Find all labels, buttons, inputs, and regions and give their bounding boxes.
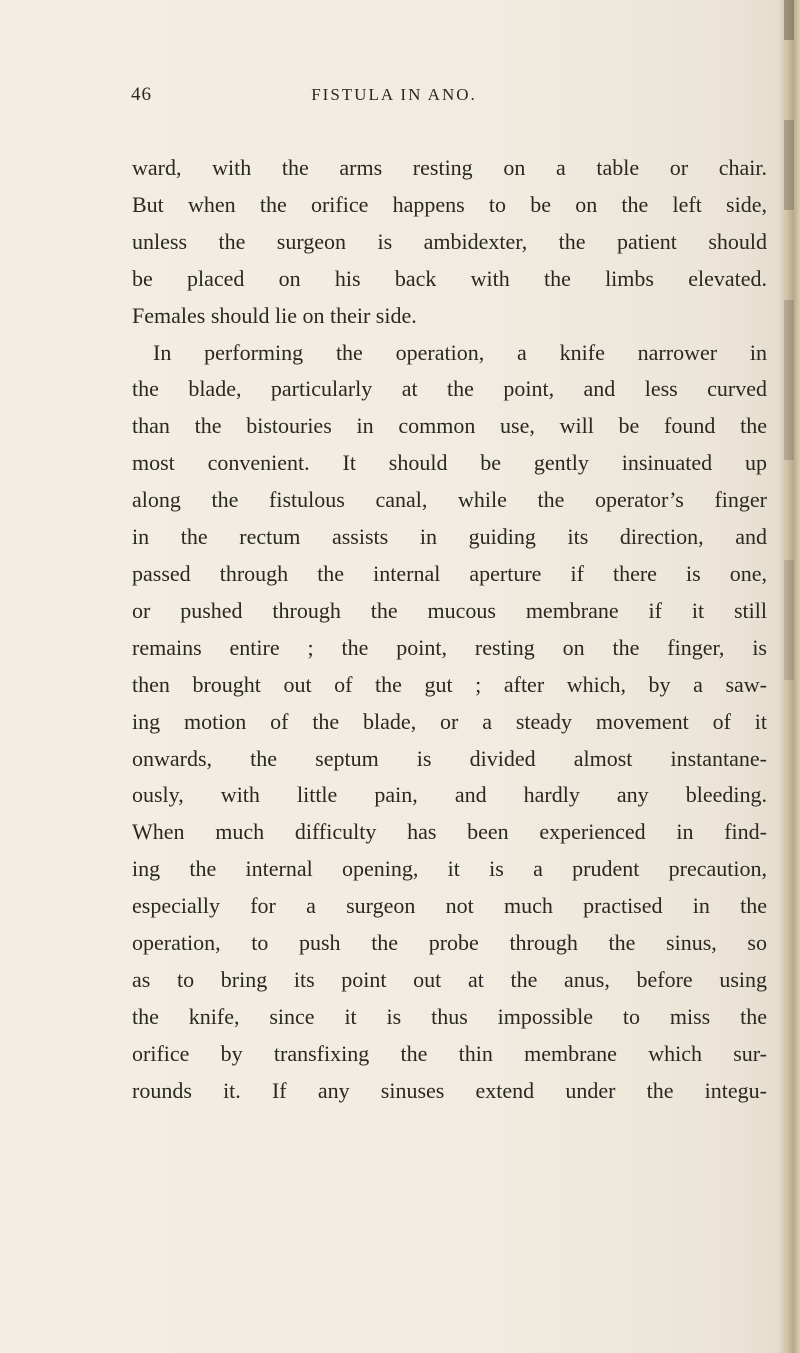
text-line: be placed on his back with the limbs elevated. xyxy=(132,265,767,291)
text-line: orifice by transfixing the thin membrane which sur- xyxy=(132,1040,767,1066)
text-line: remains entire ; the point, resting on the finger, is xyxy=(132,634,767,660)
text-line: operation, to push the probe through the sinus, so xyxy=(132,930,767,956)
running-head: FISTULA IN ANO. xyxy=(311,85,477,104)
text-line: or pushed through the mucous membrane if it still xyxy=(132,597,767,623)
page-number: 46 xyxy=(131,84,152,105)
text-line: along the fistulous canal, while the operator’s finger xyxy=(132,487,767,513)
edge-stain xyxy=(784,0,794,40)
page-edge-shadow xyxy=(778,0,800,1353)
text-line: ing motion of the blade, or a steady movement of it xyxy=(132,708,767,734)
text-line: in the rectum assists in guiding its direction, and xyxy=(132,524,767,550)
text-line: especially for a surgeon not much practised in the xyxy=(132,893,767,919)
text-line: onwards, the septum is divided almost instantane- xyxy=(132,745,767,771)
text-line: then brought out of the gut ; after which, by a saw- xyxy=(132,671,767,697)
page-header xyxy=(0,84,800,114)
text-line: most convenient. It should be gently insinuated up xyxy=(132,450,767,476)
edge-stain xyxy=(784,560,794,680)
text-line: rounds it. If any sinuses extend under the integu- xyxy=(132,1077,767,1103)
text-line: passed through the internal aperture if there is one, xyxy=(132,560,767,586)
text-line: ously, with little pain, and hardly any bleeding. xyxy=(132,782,767,808)
text-line: the knife, since it is thus impossible to miss the xyxy=(132,1003,767,1029)
paragraph xyxy=(132,335,767,1110)
text-line: In performing the operation, a knife narrower in xyxy=(153,339,767,365)
edge-stain xyxy=(784,300,794,460)
text-line: unless the surgeon is ambidexter, the patient should xyxy=(132,228,767,254)
text-line: than the bistouries in common use, will be found the xyxy=(132,413,767,439)
text-line: When much difficulty has been experienced in find- xyxy=(132,819,767,845)
text-line: Females should lie on their side. xyxy=(132,302,417,328)
body-text xyxy=(132,150,767,1110)
text-line: the blade, particularly at the point, and less curved xyxy=(132,376,767,402)
text-line: as to bring its point out at the anus, before using xyxy=(132,966,767,992)
text-line: ward, with the arms resting on a table or chair. xyxy=(132,155,767,180)
edge-stain xyxy=(784,120,794,210)
text-line: ing the internal opening, it is a prudent precaution, xyxy=(132,856,767,882)
text-line: But when the orifice happens to be on the left side, xyxy=(132,191,767,217)
paragraph xyxy=(132,150,767,335)
